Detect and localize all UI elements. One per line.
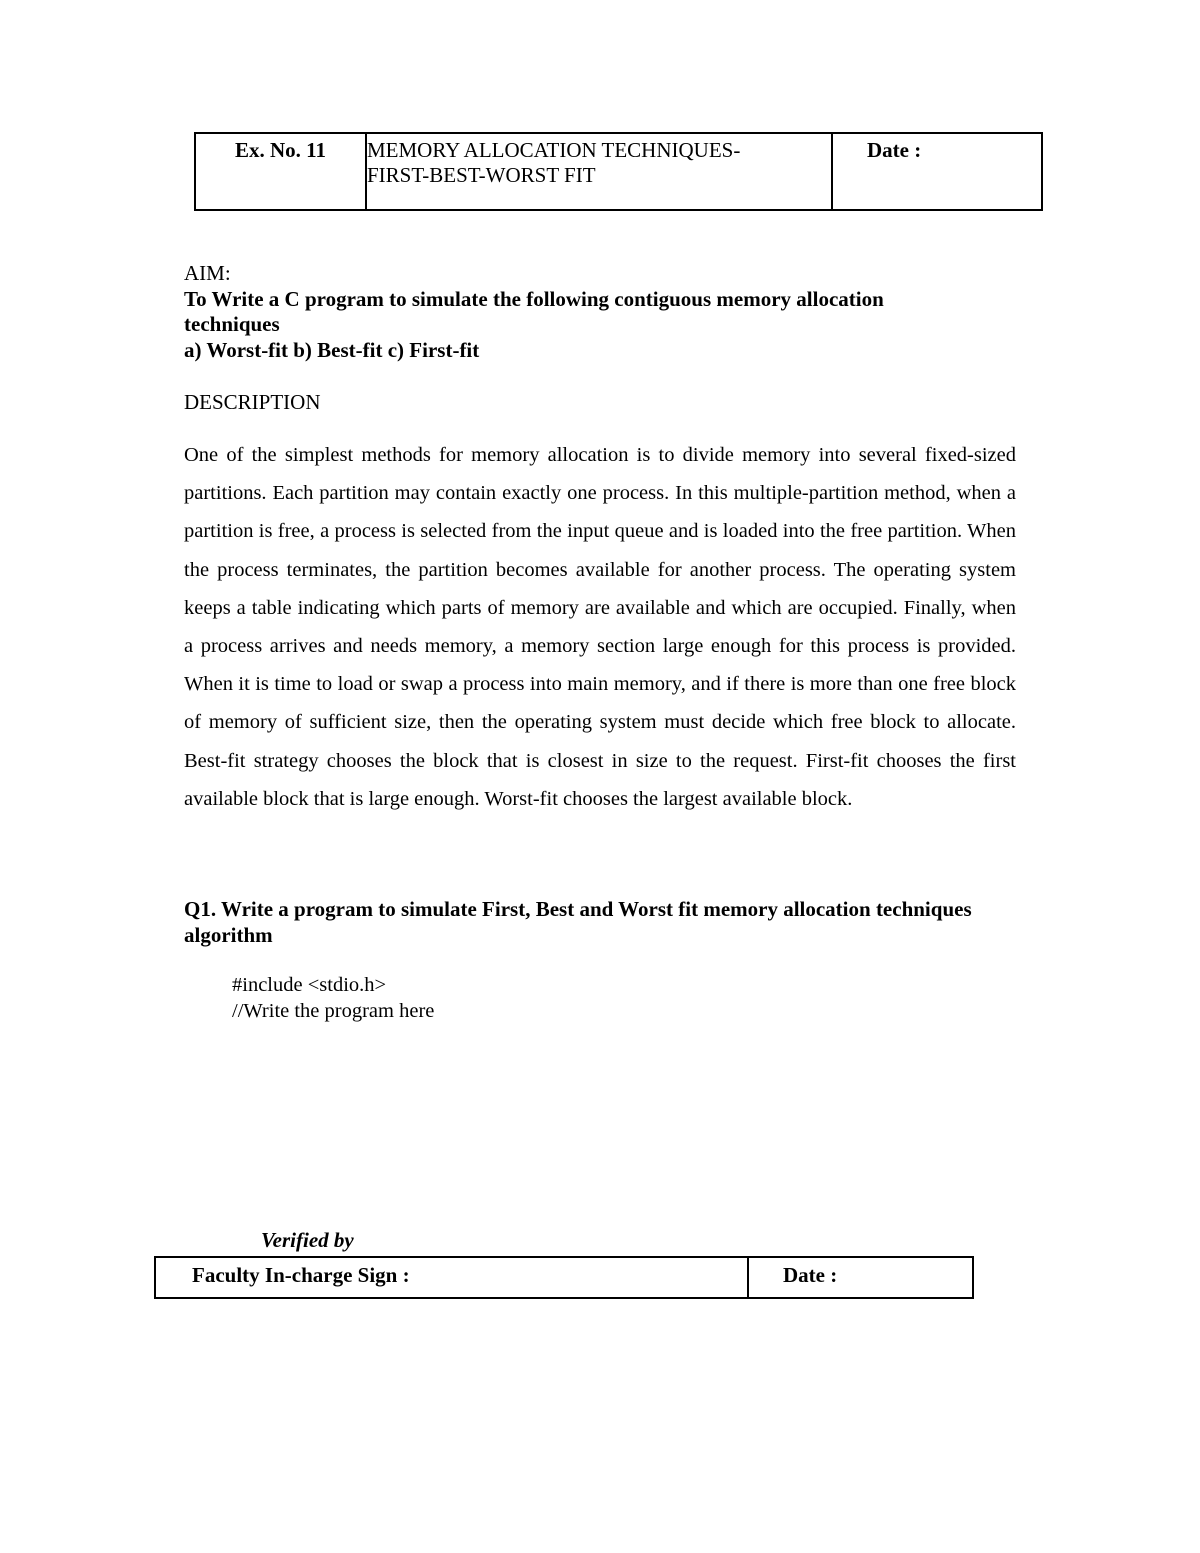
aim-section <box>184 261 1024 363</box>
aim-label: AIM: <box>184 261 231 285</box>
code-line-include: #include <stdio.h> <box>232 974 387 996</box>
verified-by-label: Verified by <box>261 1228 354 1252</box>
footer-table <box>154 1256 974 1299</box>
header-table <box>194 132 1043 211</box>
aim-line1: To Write a C program to simulate the following contiguous memory allocation <box>184 286 884 311</box>
exercise-number: Ex. No. 11 <box>196 134 367 209</box>
aim-line3: a) Worst-fit b) Best-fit c) First-fit <box>184 337 480 362</box>
header-date-label: Date : <box>867 138 922 162</box>
aim-line2: techniques <box>184 312 280 336</box>
description-body: One of the simplest methods for memory allocation is to divide memory into several fixed-sized partitions. Each partition may contain exactly one process. In this multiple-partition method, when a partition is free, a process is selected from the input queue and is loaded into the free partition. When the process terminates, the partition becomes available for another process. The operating system keeps a table indicating which parts of memory are available and which are occupied. Finally, when a process arrives and needs memory, a memory section large enough for this process is provided. When it is time to load or swap a process into main memory, and if there is more than one free block of memory of sufficient size, then the operating system must decide which free block to allocate. Best-fit strategy chooses the block that is closest in size to the request. First-fit chooses the first available block that is large enough. Worst-fit chooses the largest available block. <box>184 444 1016 810</box>
exercise-title-line1: MEMORY ALLOCATION TECHNIQUES- <box>367 138 741 162</box>
code-block <box>232 973 434 1024</box>
question-text: Q1. Write a program to simulate First, Best and Worst fit memory allocation techniques algorithm <box>184 897 972 947</box>
code-line-comment: //Write the program here <box>232 999 435 1022</box>
footer-date-label: Date : <box>783 1263 838 1287</box>
exercise-title-line2: FIRST-BEST-WORST FIT <box>367 163 596 187</box>
description-heading: DESCRIPTION <box>184 390 321 414</box>
exercise-title <box>367 134 833 209</box>
faculty-sign-label: Faculty In-charge Sign : <box>156 1258 749 1297</box>
